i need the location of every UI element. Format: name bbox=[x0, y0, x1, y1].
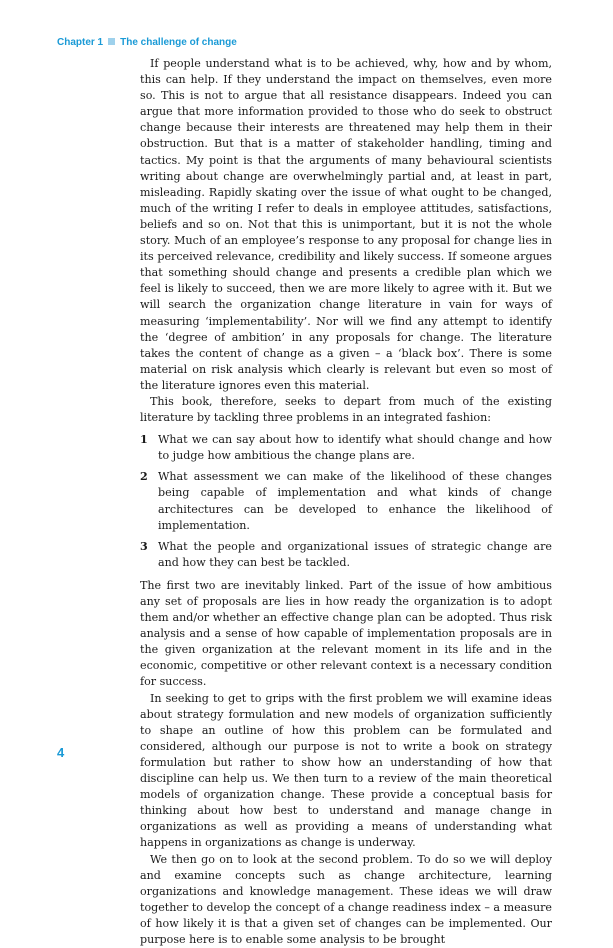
list-item bbox=[140, 469, 552, 533]
list-number: 3 bbox=[140, 539, 148, 555]
list-item bbox=[140, 432, 552, 464]
list-text: What we can say about how to identify what should change and how to judge how ambitious the change plans are. bbox=[158, 433, 552, 462]
list-item bbox=[140, 539, 552, 571]
chapter-title: The challenge of change bbox=[120, 37, 237, 48]
running-head bbox=[57, 37, 237, 48]
body-text bbox=[140, 56, 552, 948]
separator-square-icon bbox=[108, 38, 115, 45]
paragraph: In seeking to get to grips with the first problem we will examine ideas about strategy formulation and new models of organization sufficiently to shape an outline of how this problem can be formulated and considered, although our purpose is not to write a book on strategy formulation but rather to show how an understanding of how that discipline can help us. We then turn to a review of the main theoretical models of organization change. These provide a conceptual basis for thinking about how best to understand and manage change in organizations as well as providing a means of understanding what happens in organizations as change is underway. bbox=[140, 691, 552, 852]
list-text: What assessment we can make of the likelihood of these changes being capable of implementation and what kinds of change architectures can be developed to enhance the likelihood of implementation. bbox=[158, 470, 552, 531]
list-number: 2 bbox=[140, 469, 148, 485]
chapter-label: Chapter 1 bbox=[57, 37, 103, 48]
paragraph: If people understand what is to be achieved, why, how and by whom, this can help. If they understand the impact on themselves, even more so. This is not to argue that all resistance disappears. Indeed you can argue that more information provided to those who do seek to obstruct change because their interests are threatened may help them in their obstruction. But that is a matter of stakeholder handling, timing and tactics. My point is that the arguments of many behavioural scientists writing about change are overwhelmingly partial and, at least in part, misleading. Rapidly skating over the issue of what ought to be changed, much of the writing I refer to deals in employee attitudes, satisfactions, beliefs and so on. Not that this is unimportant, but it is not the whole story. Much of an employee’s response to any proposal for change lies in its perceived relevance, credibility and likely success. If someone argues that something should change and presents a credible plan which we feel is likely to succeed, then we are more likely to agree with it. But we will search the organization change literature in vain for ways of measuring ‘implementability’. Nor will we find any attempt to identify the ‘degree of ambition’ in any proposals for change. The literature takes the content of change as a given – a ‘black box’. There is some material on risk analysis which clearly is relevant but even so most of the literature ignores even this material. bbox=[140, 56, 552, 394]
paragraph: The first two are inevitably linked. Part of the issue of how ambitious any set of proposals are lies in how ready the organization is to adopt them and/or whether an effective change plan can be adopted. Thus risk analysis and a sense of how capable of implementation proposals are in the given organization at the relevant moment in its life and in the economic, competitive or other relevant context is a necessary condition for success. bbox=[140, 578, 552, 691]
page-number: 4 bbox=[57, 745, 64, 760]
list-text: What the people and organizational issues of strategic change are and how they can best be tackled. bbox=[158, 540, 552, 569]
paragraph: This book, therefore, seeks to depart from much of the existing literature by tackling three problems in an integrated fashion: bbox=[140, 394, 552, 426]
paragraph: We then go on to look at the second problem. To do so we will deploy and examine concepts such as change architecture, learning organizations and knowledge management. These ideas we will draw together to develop the concept of a change readiness index – a measure of how likely it is that a given set of changes can be implemented. Our purpose here is to enable some analysis to be brought bbox=[140, 852, 552, 948]
list-number: 1 bbox=[140, 432, 148, 448]
numbered-list bbox=[140, 432, 552, 571]
